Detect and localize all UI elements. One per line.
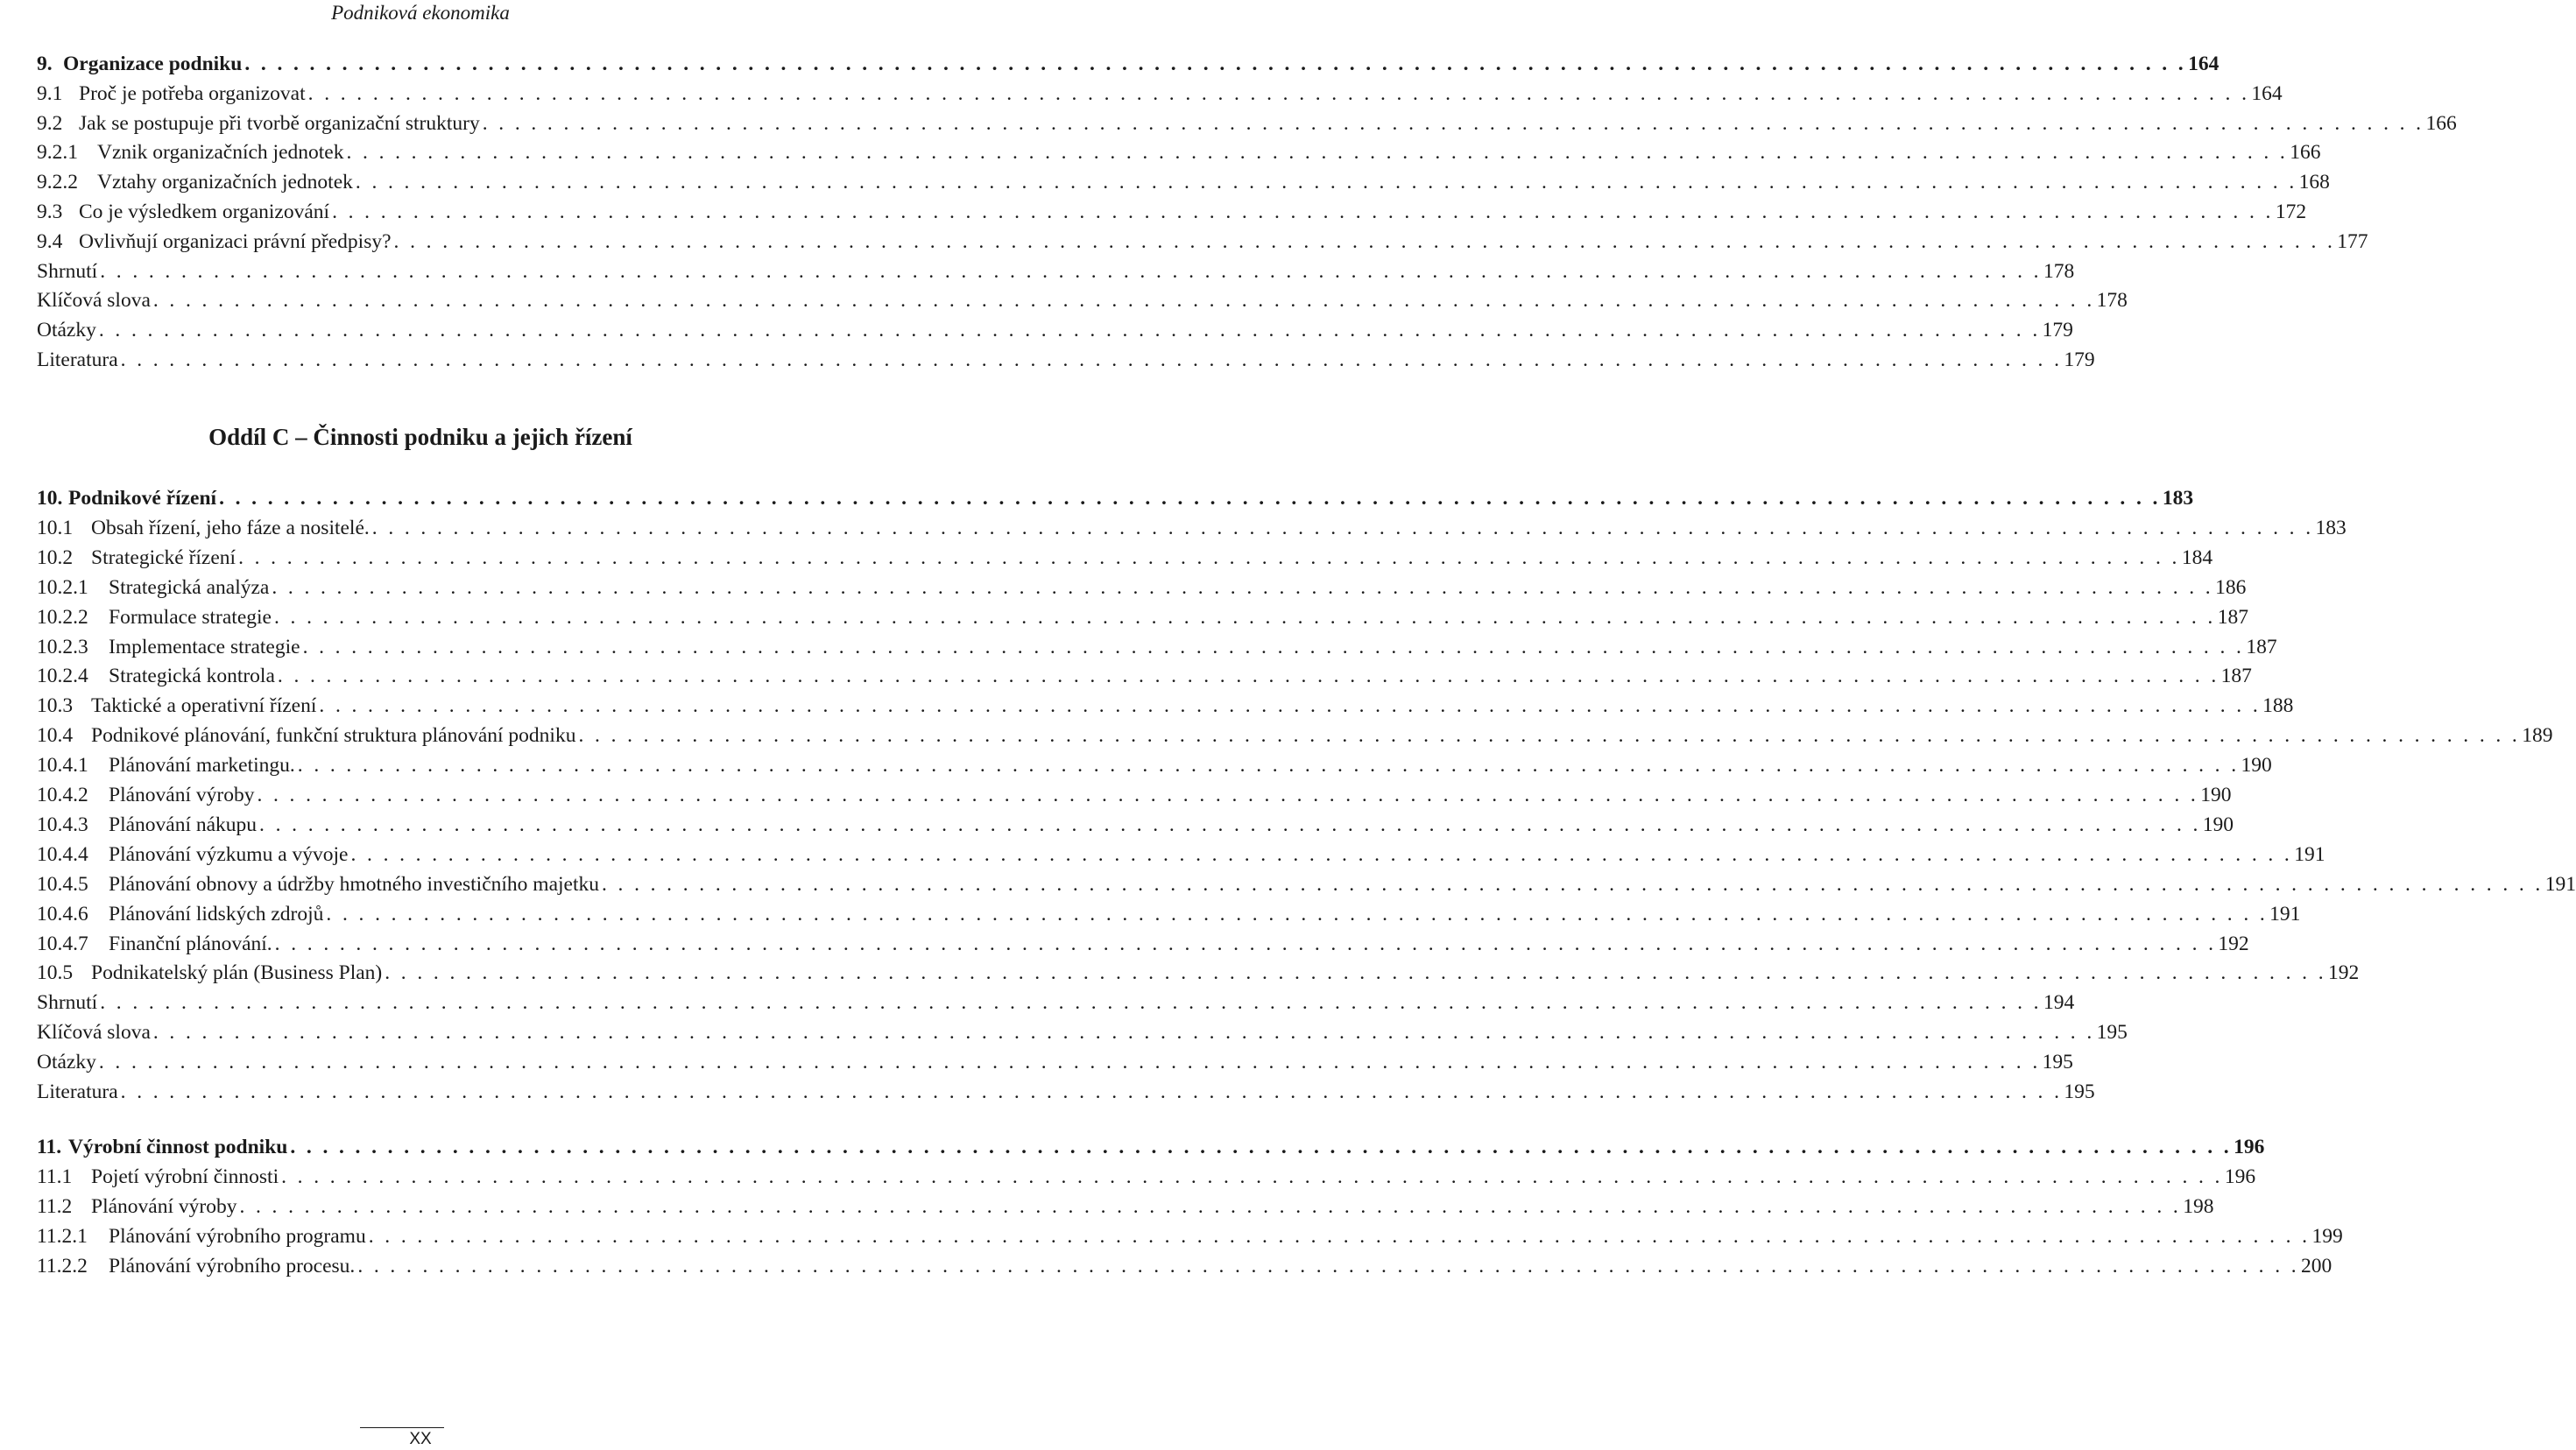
toc-entry[interactable]: [0, 1076, 2095, 1104]
toc-entry-page: 178: [2043, 259, 2075, 283]
toc-entry-title: Taktické a operativní řízení: [91, 694, 317, 718]
dot-leader: . . . . . . . . . . . . . . . . . . . . . . . . . . . . . . . . . . . . . . . . . . . . . . . . . . . . . . . . . . . . . . . . . . . . . . . . . . . . . . . . . . . . . . . . . . . . . . . . . . . . . . . . . . . . . . . . . . . . . . . .: [307, 81, 2250, 105]
toc-entry-title: Plánování marketingu.: [109, 754, 295, 778]
toc-entry-number: 10.2.4: [37, 665, 88, 688]
toc-entry-page: 190: [2200, 784, 2232, 806]
dot-leader: . . . . . . . . . . . . . . . . . . . . . . . . . . . . . . . . . . . . . . . . . . . . . . . . . . . . . . . . . . . . . . . . . . . . . . . . . . . . . . . . . . . . . . . . . . . . . . . . . . . . . . . . . . . . . . . . . . . . . . . .: [385, 961, 2326, 985]
toc-entry-title: Literatura: [37, 348, 118, 371]
toc-entry-title: Strategické řízení: [91, 546, 236, 569]
toc-entry-title: Finanční plánování.: [109, 932, 272, 955]
toc-entry-number: 10.2.2: [37, 605, 88, 629]
dot-leader: . . . . . . . . . . . . . . . . . . . . . . . . . . . . . . . . . . . . . . . . . . . . . . . . . . . . . . . . . . . . . . . . . . . . . . . . . . . . . . . . . . . . . . . . . . . . . . . . . . . . . . . . . . . . . . . . . . . . . . . .: [98, 1051, 2041, 1074]
toc-entry-number: 10.4.2: [37, 784, 88, 806]
toc-entry[interactable]: [0, 226, 2368, 254]
toc-entry-page: 172: [2275, 201, 2307, 223]
toc-entry[interactable]: [0, 631, 2277, 659]
toc-entry[interactable]: [0, 196, 2307, 224]
toc-entry[interactable]: [0, 987, 2075, 1015]
toc-entry-number: 10.4: [37, 724, 74, 748]
toc-entry-page: 191: [2544, 872, 2576, 896]
section-heading: Oddíl C – Činnosti podniku a jejich řízení: [208, 424, 632, 450]
toc-entry-page: 166: [2425, 111, 2457, 135]
toc-chapter-entry[interactable]: [0, 48, 2220, 76]
dot-leader: . . . . . . . . . . . . . . . . . . . . . . . . . . . . . . . . . . . . . . . . . . . . . . . . . . . . . . . . . . . . . . . . . . . . . . . . . . . . . . . . . . . . . . . . . . . . . . . . . . . . . . . . . . . . . . . . . . . . . . . .: [259, 813, 2201, 836]
toc-entry[interactable]: [0, 512, 2347, 540]
dot-leader: . . . . . . . . . . . . . . . . . . . . . . . . . . . . . . . . . . . . . . . . . . . . . . . . . . . . . . . . . . . . . . . . . . . . . . . . . . . . . . . . . . . . . . . . . . . . . . . . . . . . . . . . . . . . . . . . . . . . . . . .: [355, 171, 2297, 194]
toc-entry-number: 10.4.3: [37, 813, 88, 836]
toc-entry-number: 11.: [37, 1136, 62, 1158]
toc-entry-page: 184: [2181, 546, 2213, 569]
dot-leader: . . . . . . . . . . . . . . . . . . . . . . . . . . . . . . . . . . . . . . . . . . . . . . . . . . . . . . . . . . . . . . . . . . . . . . . . . . . . . . . . . . . . . . . . . . . . . . . . . . . . . . . . . . . . . . . . . . . . . . . .: [281, 1165, 2223, 1188]
toc-entry-title: Vztahy organizačních jednotek: [97, 171, 353, 194]
toc-entry-title: Plánování výroby: [109, 784, 255, 806]
dot-leader: . . . . . . . . . . . . . . . . . . . . . . . . . . . . . . . . . . . . . . . . . . . . . . . . . . . . . . . . . . . . . . . . . . . . . . . . . . . . . . . . . . . . . . . . . . . . . . . . . . . . . . . . . . . . . . . . . . . . . . . .: [290, 1136, 2233, 1158]
toc-entry[interactable]: [0, 839, 2325, 867]
toc-entry-title: Implementace strategie: [109, 635, 300, 658]
toc-entry[interactable]: [0, 1017, 2128, 1045]
dot-leader: . . . . . . . . . . . . . . . . . . . . . . . . . . . . . . . . . . . . . . . . . . . . . . . . . . . . . . . . . . . . . . . . . . . . . . . . . . . . . . . . . . . . . . . . . . . . . . . . . . . . . . . . . . . . . . . . . . . . . . . .: [238, 546, 2180, 569]
dot-leader: . . . . . . . . . . . . . . . . . . . . . . . . . . . . . . . . . . . . . . . . . . . . . . . . . . . . . . . . . . . . . . . . . . . . . . . . . . . . . . . . . . . . . . . . . . . . . . . . . . . . . . . . . . . . . . . . . . . . . . . .: [239, 1195, 2182, 1218]
dot-leader: . . . . . . . . . . . . . . . . . . . . . . . . . . . . . . . . . . . . . . . . . . . . . . . . . . . . . . . . . . . . . . . . . . . . . . . . . . . . . . . . . . . . . . . . . . . . . . . . . . . . . . . . . . . . . . . . . . . . . . . .: [257, 784, 2199, 806]
toc-entry-title: Otázky: [37, 319, 96, 342]
toc-entry-page: 187: [2217, 605, 2248, 629]
dot-leader: . . . . . . . . . . . . . . . . . . . . . . . . . . . . . . . . . . . . . . . . . . . . . . . . . . . . . . . . . . . . . . . . . . . . . . . . . . . . . . . . . . . . . . . . . . . . . . . . . . . . . . . . . . . . . . . . . . . . . . . .: [274, 932, 2217, 955]
toc-entry-title: Plánování obnovy a údržby hmotného investičního majetku: [109, 872, 599, 896]
toc-entry[interactable]: [0, 869, 2576, 897]
dot-leader: . . . . . . . . . . . . . . . . . . . . . . . . . . . . . . . . . . . . . . . . . . . . . . . . . . . . . . . . . . . . . . . . . . . . . . . . . . . . . . . . . . . . . . . . . . . . . . . . . . . . . . . . . . . . . . . . . . . . . . . .: [332, 201, 2274, 223]
dot-leader: . . . . . . . . . . . . . . . . . . . . . . . . . . . . . . . . . . . . . . . . . . . . . . . . . . . . . . . . . . . . . . . . . . . . . . . . . . . . . . . . . . . . . . . . . . . . . . . . . . . . . . . . . . . . . . . . . . . . . . . .: [120, 1080, 2063, 1103]
toc-entry-page: 194: [2043, 991, 2075, 1015]
dot-leader: . . . . . . . . . . . . . . . . . . . . . . . . . . . . . . . . . . . . . . . . . . . . . . . . . . . . . . . . . . . . . . . . . . . . . . . . . . . . . . . . . . . . . . . . . . . . . . . . . . . . . . . . . . . . . . . . . . . . . . . .: [357, 1255, 2300, 1278]
toc-entry[interactable]: [0, 256, 2075, 284]
toc-entry-title: Ovlivňují organizaci právní předpisy?: [79, 229, 392, 253]
toc-entry-number: 10.5: [37, 961, 74, 985]
toc-entry[interactable]: [0, 660, 2252, 688]
toc-entry-title: Obsah řízení, jeho fáze a nositelé.: [91, 516, 370, 539]
dot-leader: . . . . . . . . . . . . . . . . . . . . . . . . . . . . . . . . . . . . . . . . . . . . . . . . . . . . . . . . . . . . . . . . . . . . . . . . . . . . . . . . . . . . . . . . . . . . . . . . . . . . . . . . . . . . . . . . . . . . . . . .: [368, 1225, 2311, 1248]
toc-entry[interactable]: [0, 957, 2360, 985]
toc-entry-title: Shrnutí: [37, 259, 98, 283]
toc-entry-page: 183: [2315, 516, 2347, 539]
toc-entry-number: 10.: [37, 487, 63, 510]
toc-entry[interactable]: [0, 928, 2249, 956]
toc-entry-page: 187: [2246, 635, 2277, 658]
footer-rule: [360, 1427, 444, 1428]
dot-leader: . . . . . . . . . . . . . . . . . . . . . . . . . . . . . . . . . . . . . . . . . . . . . . . . . . . . . . . . . . . . . . . . . . . . . . . . . . . . . . . . . . . . . . . . . . . . . . . . . . . . . . . . . . . . . . . . . . . . . . . .: [152, 1021, 2095, 1045]
toc-entry-page: 166: [2290, 141, 2321, 165]
toc-entry-title: Plánování výrobního procesu.: [109, 1255, 356, 1278]
toc-entry-page: 196: [2224, 1165, 2256, 1188]
toc-entry-page: 190: [2202, 813, 2234, 836]
dot-leader: . . . . . . . . . . . . . . . . . . . . . . . . . . . . . . . . . . . . . . . . . . . . . . . . . . . . . . . . . . . . . . . . . . . . . . . . . . . . . . . . . . . . . . . . . . . . . . . . . . . . . . . . . . . . . . . . . . . . . . . .: [346, 141, 2289, 165]
toc-entry-page: 168: [2298, 171, 2330, 194]
toc-entry-page: 186: [2215, 575, 2247, 599]
toc-entry-page: 164: [2251, 81, 2283, 105]
dot-leader: . . . . . . . . . . . . . . . . . . . . . . . . . . . . . . . . . . . . . . . . . . . . . . . . . . . . . . . . . . . . . . . . . . . . . . . . . . . . . . . . . . . . . . . . . . . . . . . . . . . . . . . . . . . . . . . . . . . . . . . .: [272, 575, 2214, 599]
toc-entry-title: Plánování výroby: [91, 1195, 237, 1218]
toc-entry[interactable]: [0, 285, 2128, 313]
toc-entry[interactable]: [0, 898, 2301, 926]
toc-entry-title: Otázky: [37, 1051, 96, 1074]
page-number: XX: [409, 1430, 432, 1448]
dot-leader: . . . . . . . . . . . . . . . . . . . . . . . . . . . . . . . . . . . . . . . . . . . . . . . . . . . . . . . . . . . . . . . . . . . . . . . . . . . . . . . . . . . . . . . . . . . . . . . . . . . . . . . . . . . . . . . . . . . . . . . .: [100, 259, 2042, 283]
toc-entry-title: Podnikové řízení: [68, 487, 217, 510]
toc-entry[interactable]: [0, 809, 2234, 837]
toc-entry-title: Výrobní činnost podniku: [68, 1136, 288, 1158]
toc-entry-number: 9.3: [37, 201, 63, 223]
dot-leader: . . . . . . . . . . . . . . . . . . . . . . . . . . . . . . . . . . . . . . . . . . . . . . . . . . . . . . . . . . . . . . . . . . . . . . . . . . . . . . . . . . . . . . . . . . . . . . . . . . . . . . . . . . . . . . . . . . . . . . . .: [482, 111, 2424, 135]
toc-entry[interactable]: [0, 542, 2213, 570]
toc-entry-number: 11.1: [37, 1165, 73, 1188]
toc-entry-number: 11.2.2: [37, 1255, 88, 1278]
toc-entry-title: Co je výsledkem organizování: [79, 201, 330, 223]
toc-entry-title: Klíčová slova: [37, 289, 151, 313]
toc-entry-title: Plánování lidských zdrojů: [109, 902, 324, 926]
toc-entry-page: 183: [2162, 487, 2194, 510]
toc-entry-number: 10.4.4: [37, 842, 88, 866]
toc-entry[interactable]: [0, 572, 2247, 600]
toc-entry-title: Podnikové plánování, funkční struktura plánování podniku: [91, 724, 576, 748]
dot-leader: . . . . . . . . . . . . . . . . . . . . . . . . . . . . . . . . . . . . . . . . . . . . . . . . . . . . . . . . . . . . . . . . . . . . . . . . . . . . . . . . . . . . . . . . . . . . . . . . . . . . . . . . . . . . . . . . . . . . . . . .: [371, 516, 2314, 539]
dot-leader: . . . . . . . . . . . . . . . . . . . . . . . . . . . . . . . . . . . . . . . . . . . . . . . . . . . . . . . . . . . . . . . . . . . . . . . . . . . . . . . . . . . . . . . . . . . . . . . . . . . . . . . . . . . . . . . . . . . . . . . .: [326, 902, 2269, 926]
toc-entry-title: Klíčová slova: [37, 1021, 151, 1045]
toc-entry-page: 189: [2522, 724, 2553, 748]
toc-entry-number: 10.2.3: [37, 635, 88, 658]
toc-entry-page: 195: [2096, 1021, 2128, 1045]
toc-entry-page: 188: [2262, 694, 2294, 718]
dot-leader: . . . . . . . . . . . . . . . . . . . . . . . . . . . . . . . . . . . . . . . . . . . . . . . . . . . . . . . . . . . . . . . . . . . . . . . . . . . . . . . . . . . . . . . . . . . . . . . . . . . . . . . . . . . . . . . . . . . . . . . .: [578, 724, 2521, 748]
toc-entry-page: 196: [2234, 1136, 2265, 1158]
toc-entry-page: 192: [2218, 932, 2249, 955]
toc-entry-number: 10.2.1: [37, 575, 88, 599]
toc-entry-number: 11.2.1: [37, 1225, 88, 1248]
toc-entry-page: 164: [2188, 53, 2220, 75]
toc-entry[interactable]: [0, 602, 2248, 630]
toc-entry[interactable]: [0, 78, 2283, 106]
toc-entry-page: 192: [2327, 961, 2360, 985]
dot-leader: . . . . . . . . . . . . . . . . . . . . . . . . . . . . . . . . . . . . . . . . . . . . . . . . . . . . . . . . . . . . . . . . . . . . . . . . . . . . . . . . . . . . . . . . . . . . . . . . . . . . . . . . . . . . . . . . . . . . . . . .: [120, 348, 2063, 371]
toc-entry-title: Jak se postupuje při tvorbě organizační struktury: [79, 111, 480, 135]
toc-entry[interactable]: [0, 344, 2095, 372]
toc-entry-number: 10.3: [37, 694, 74, 718]
toc-entry-title: Plánování výrobního programu: [109, 1225, 366, 1248]
toc-entry-number: 10.1: [37, 516, 74, 539]
toc-entry-page: 191: [2294, 842, 2325, 866]
toc-entry[interactable]: [0, 1161, 2256, 1189]
dot-leader: . . . . . . . . . . . . . . . . . . . . . . . . . . . . . . . . . . . . . . . . . . . . . . . . . . . . . . . . . . . . . . . . . . . . . . . . . . . . . . . . . . . . . . . . . . . . . . . . . . . . . . . . . . . . . . . . . . . . . . . .: [219, 487, 2161, 510]
toc-entry-page: 199: [2311, 1225, 2343, 1248]
toc-entry-title: Pojetí výrobní činnosti: [91, 1165, 279, 1188]
toc-entry-title: Podnikatelský plán (Business Plan): [91, 961, 383, 985]
toc-entry[interactable]: [0, 1221, 2343, 1249]
toc-entry-number: 9.: [37, 53, 53, 75]
dot-leader: . . . . . . . . . . . . . . . . . . . . . . . . . . . . . . . . . . . . . . . . . . . . . . . . . . . . . . . . . . . . . . . . . . . . . . . . . . . . . . . . . . . . . . . . . . . . . . . . . . . . . . . . . . . . . . . . . . . . . . . .: [98, 319, 2041, 342]
toc-entry-title: Formulace strategie: [109, 605, 272, 629]
toc-entry-page: 191: [2269, 902, 2301, 926]
toc-entry-page: 179: [2064, 348, 2095, 371]
toc-entry-title: Literatura: [37, 1080, 118, 1103]
dot-leader: . . . . . . . . . . . . . . . . . . . . . . . . . . . . . . . . . . . . . . . . . . . . . . . . . . . . . . . . . . . . . . . . . . . . . . . . . . . . . . . . . . . . . . . . . . . . . . . . . . . . . . . . . . . . . . . . . . . . . . . .: [277, 665, 2220, 688]
toc-entry[interactable]: [0, 779, 2232, 807]
toc-chapter-entry[interactable]: [0, 482, 2194, 510]
toc-entry[interactable]: [0, 690, 2294, 718]
toc-entry-page: 177: [2337, 229, 2368, 253]
dot-leader: . . . . . . . . . . . . . . . . . . . . . . . . . . . . . . . . . . . . . . . . . . . . . . . . . . . . . . . . . . . . . . . . . . . . . . . . . . . . . . . . . . . . . . . . . . . . . . . . . . . . . . . . . . . . . . . . . . . . . . . .: [273, 605, 2216, 629]
dot-leader: . . . . . . . . . . . . . . . . . . . . . . . . . . . . . . . . . . . . . . . . . . . . . . . . . . . . . . . . . . . . . . . . . . . . . . . . . . . . . . . . . . . . . . . . . . . . . . . . . . . . . . . . . . . . . . . . . . . . . . . .: [297, 754, 2240, 778]
toc-entry-title: Strategická kontrola: [109, 665, 275, 688]
toc-entry-title: Strategická analýza: [109, 575, 270, 599]
toc-entry-number: 9.2.1: [37, 141, 78, 165]
toc-entry-number: 10.4.7: [37, 932, 88, 955]
toc-entry-number: 10.4.6: [37, 902, 88, 926]
toc-entry[interactable]: [0, 166, 2330, 194]
toc-entry-number: 9.2.2: [37, 171, 78, 194]
toc-entry-page: 178: [2096, 289, 2128, 313]
toc-entry-title: Organizace podniku: [63, 53, 243, 75]
dot-leader: . . . . . . . . . . . . . . . . . . . . . . . . . . . . . . . . . . . . . . . . . . . . . . . . . . . . . . . . . . . . . . . . . . . . . . . . . . . . . . . . . . . . . . . . . . . . . . . . . . . . . . . . . . . . . . . . . . . . . . . .: [393, 229, 2336, 253]
toc-entry-page: 200: [2301, 1255, 2333, 1278]
toc-entry-number: 10.4.5: [37, 872, 88, 896]
toc-entry-number: 10.4.1: [37, 754, 88, 778]
running-header: Podniková ekonomika: [331, 2, 510, 24]
dot-leader: . . . . . . . . . . . . . . . . . . . . . . . . . . . . . . . . . . . . . . . . . . . . . . . . . . . . . . . . . . . . . . . . . . . . . . . . . . . . . . . . . . . . . . . . . . . . . . . . . . . . . . . . . . . . . . . . . . . . . . . .: [100, 991, 2042, 1015]
toc-entry[interactable]: [0, 750, 2272, 778]
toc-entry-title: Plánování výzkumu a vývoje: [109, 842, 349, 866]
toc-entry-page: 187: [2220, 665, 2252, 688]
toc-entry-number: 11.2: [37, 1195, 73, 1218]
toc-entry[interactable]: [0, 108, 2457, 136]
toc-entry[interactable]: [0, 720, 2553, 748]
toc-entry-page: 190: [2241, 754, 2272, 778]
toc-entry-page: 198: [2183, 1195, 2214, 1218]
dot-leader: . . . . . . . . . . . . . . . . . . . . . . . . . . . . . . . . . . . . . . . . . . . . . . . . . . . . . . . . . . . . . . . . . . . . . . . . . . . . . . . . . . . . . . . . . . . . . . . . . . . . . . . . . . . . . . . . . . . . . . . .: [244, 53, 2187, 75]
toc-entry-number: 9.2: [37, 111, 63, 135]
toc-entry[interactable]: [0, 1250, 2333, 1278]
toc-entry-number: 10.2: [37, 546, 74, 569]
toc-entry[interactable]: [0, 1046, 2073, 1074]
toc-entry-title: Shrnutí: [37, 991, 98, 1015]
dot-leader: . . . . . . . . . . . . . . . . . . . . . . . . . . . . . . . . . . . . . . . . . . . . . . . . . . . . . . . . . . . . . . . . . . . . . . . . . . . . . . . . . . . . . . . . . . . . . . . . . . . . . . . . . . . . . . . . . . . . . . . .: [302, 635, 2245, 658]
toc-entry-page: 179: [2042, 319, 2073, 342]
toc-entry-title: Vznik organizačních jednotek: [97, 141, 344, 165]
toc-entry-number: 9.1: [37, 81, 63, 105]
dot-leader: . . . . . . . . . . . . . . . . . . . . . . . . . . . . . . . . . . . . . . . . . . . . . . . . . . . . . . . . . . . . . . . . . . . . . . . . . . . . . . . . . . . . . . . . . . . . . . . . . . . . . . . . . . . . . . . . . . . . . . . .: [152, 289, 2095, 313]
toc-entry[interactable]: [0, 1191, 2214, 1219]
toc-entry-number: 9.4: [37, 229, 63, 253]
dot-leader: . . . . . . . . . . . . . . . . . . . . . . . . . . . . . . . . . . . . . . . . . . . . . . . . . . . . . . . . . . . . . . . . . . . . . . . . . . . . . . . . . . . . . . . . . . . . . . . . . . . . . . . . . . . . . . . . . . . . . . . .: [601, 872, 2544, 896]
toc-entry-title: Proč je potřeba organizovat: [79, 81, 306, 105]
toc-entry-title: Plánování nákupu: [109, 813, 258, 836]
dot-leader: . . . . . . . . . . . . . . . . . . . . . . . . . . . . . . . . . . . . . . . . . . . . . . . . . . . . . . . . . . . . . . . . . . . . . . . . . . . . . . . . . . . . . . . . . . . . . . . . . . . . . . . . . . . . . . . . . . . . . . . .: [350, 842, 2293, 866]
toc-entry-page: 195: [2042, 1051, 2073, 1074]
toc-entry-page: 195: [2064, 1080, 2095, 1103]
toc-entry[interactable]: [0, 137, 2321, 165]
toc-entry[interactable]: [0, 314, 2073, 342]
toc-chapter-entry[interactable]: [0, 1131, 2265, 1159]
dot-leader: . . . . . . . . . . . . . . . . . . . . . . . . . . . . . . . . . . . . . . . . . . . . . . . . . . . . . . . . . . . . . . . . . . . . . . . . . . . . . . . . . . . . . . . . . . . . . . . . . . . . . . . . . . . . . . . . . . . . . . . .: [319, 694, 2262, 718]
